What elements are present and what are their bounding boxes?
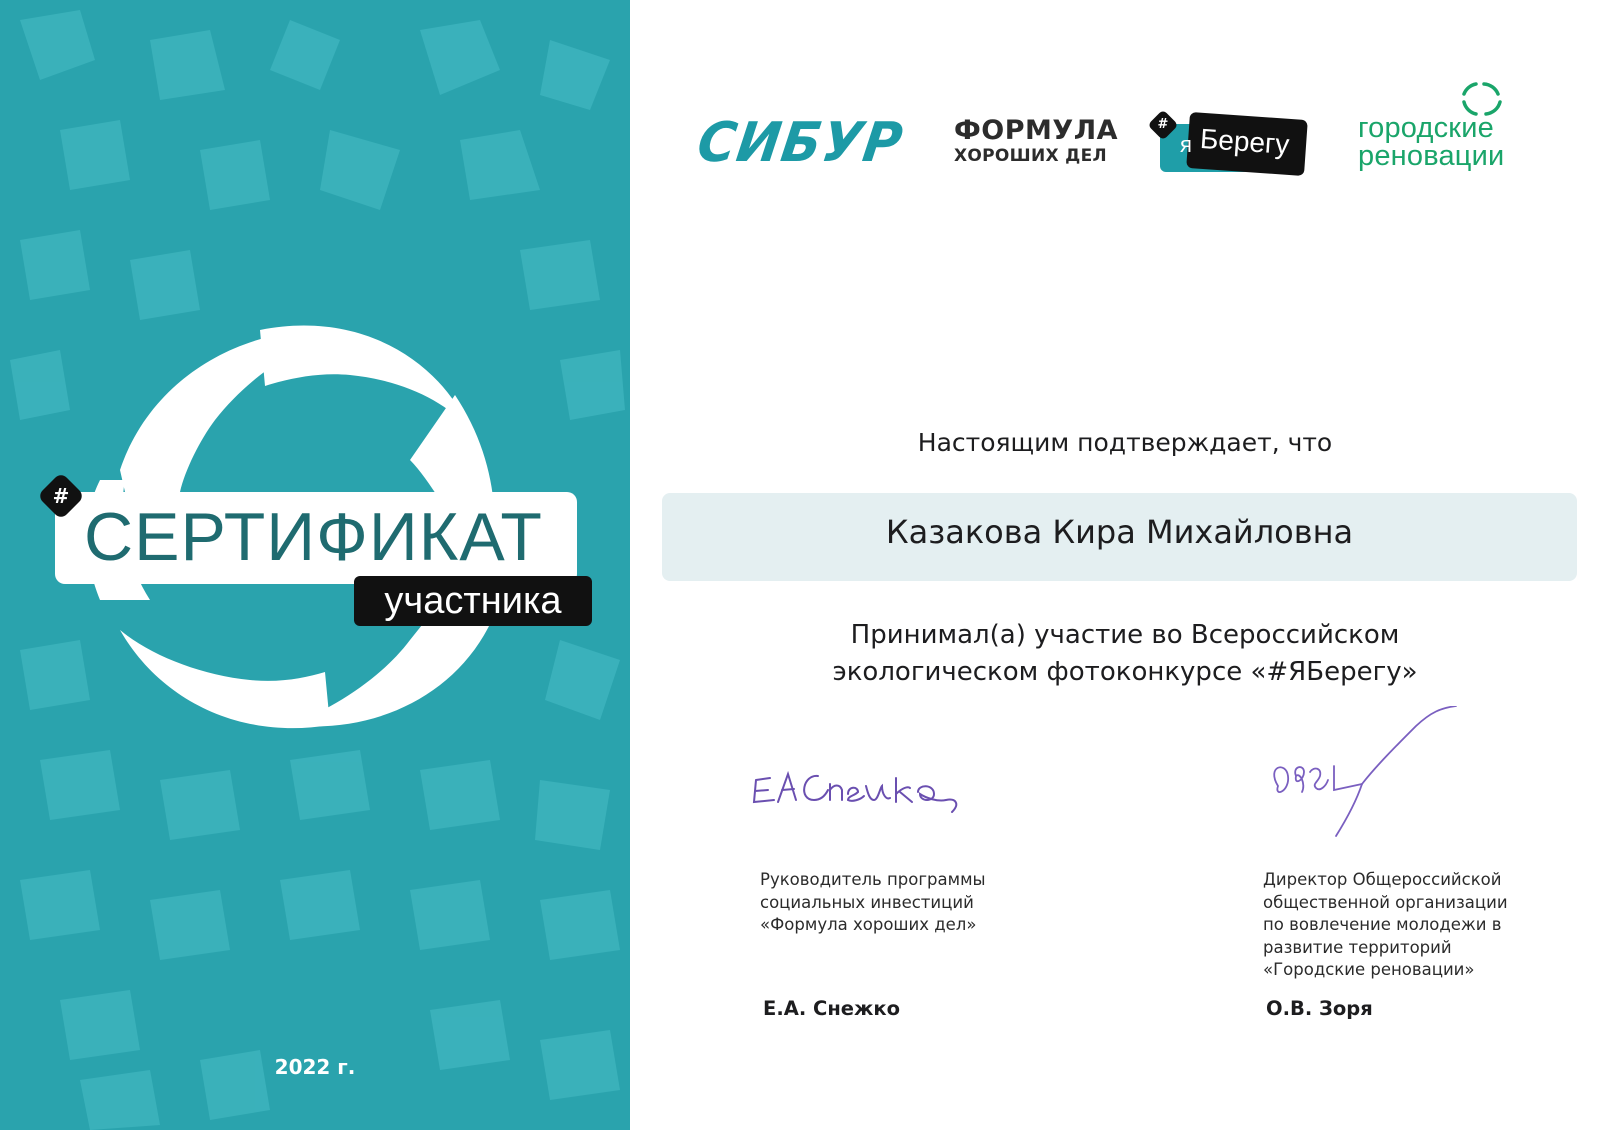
formula-logo [954,115,1119,166]
formula-logo-line2: ХОРОШИХ ДЕЛ [954,146,1107,166]
hashtag-badge: # [37,472,85,520]
yaberegu-logo [1152,112,1312,176]
signature-snezhko [748,760,1008,840]
yaberegu-text: Берегу [1199,122,1291,161]
certificate-left-panel [0,0,630,1130]
confirmation-text: Настоящим подтверждает, что [917,428,1333,457]
signatory-left-name: Е.А. Снежко [763,997,901,1020]
yaberegu-ya: я [1180,132,1192,157]
formula-logo-line1: ФОРМУЛА [954,115,1119,146]
signatory-right-name: О.В. Зоря [1266,997,1373,1020]
signature-zorya [1266,706,1506,846]
signatory-left-role: Руководитель программы социальных инвестиций «Формула хороших дел» [760,870,986,934]
sibur-logo: СИБУР [693,111,907,175]
yaberegu-hash-icon: # [1147,109,1178,140]
signatory-right-role: Директор Общероссийской общественной организации по вовлечение молодежи в развитие территорий «Городские реновации» [1263,870,1508,979]
certificate-year: 2022 г. [274,1055,356,1079]
gorodskie-renovacii-text: городские реновации [1358,112,1505,172]
certificate-subtitle: участника [354,576,592,626]
recipient-name: Казакова Кира Михайловна [885,513,1354,551]
participation-text: Принимал(а) участие во Всероссийском экологическом фотоконкурсе «#ЯБерегу» [832,620,1418,687]
certificate-title: СЕРТИФИКАТ [84,499,543,575]
